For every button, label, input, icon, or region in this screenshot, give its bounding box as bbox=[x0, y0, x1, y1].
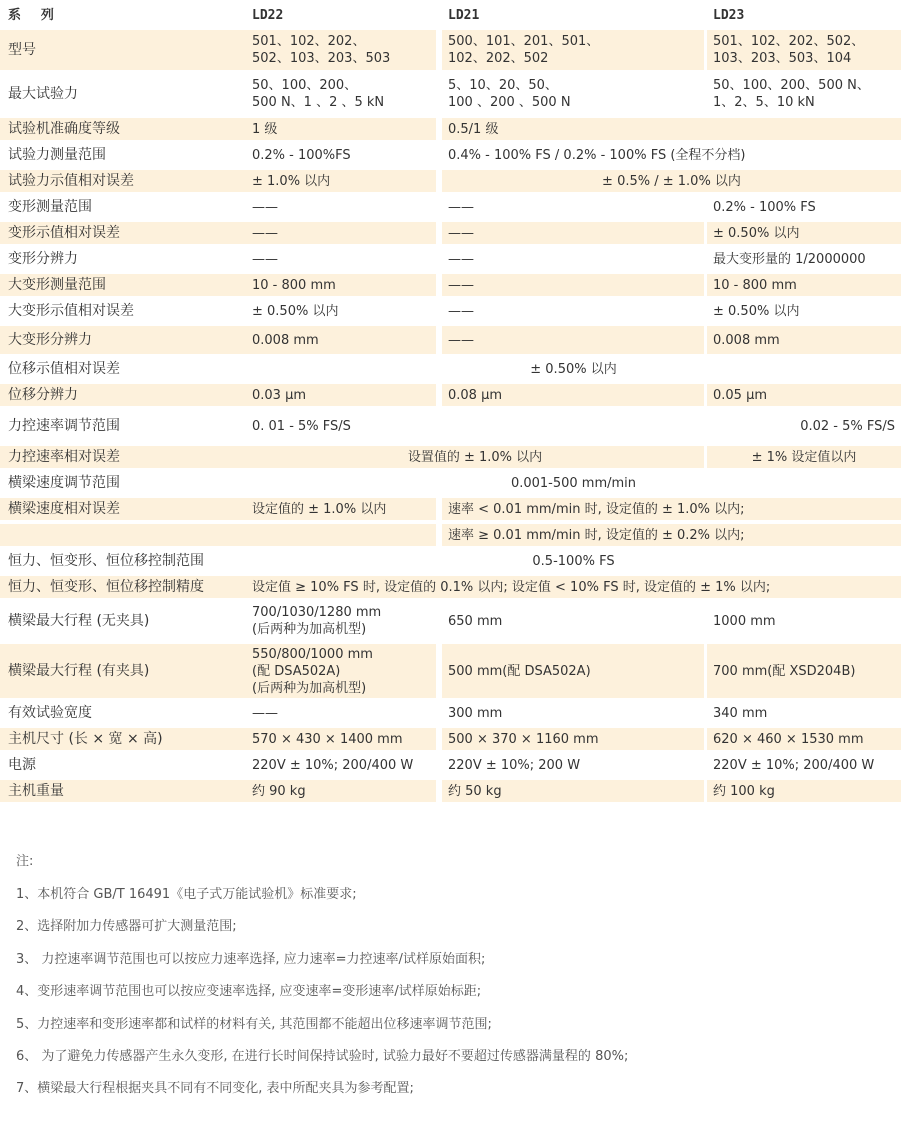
cell-text: 500 mm(配 DSA502A) bbox=[448, 663, 591, 679]
table-cell bbox=[707, 702, 901, 724]
cell-text: 0.008 mm bbox=[252, 332, 319, 348]
table-cell bbox=[442, 248, 704, 270]
cell-text: 1 级 bbox=[252, 121, 278, 137]
table-row bbox=[0, 384, 901, 408]
header-ld21: LD21 bbox=[448, 7, 480, 23]
table-cell bbox=[246, 274, 436, 296]
cell-text: ± 1% 设定值以内 bbox=[751, 449, 857, 465]
cell-text: 5、10、20、50、 bbox=[448, 78, 558, 93]
row-label: 位移分辨力 bbox=[0, 384, 246, 406]
cell-text: 550/800/1000 mm bbox=[252, 646, 373, 662]
table-cell bbox=[246, 498, 436, 520]
cell-text: —— bbox=[252, 251, 278, 267]
cell-text: 设定值 ≥ 10% FS 时, 设定值的 0.1% 以内; 设定值 < 10% FS 时, 设定值的 ± 1% 以内; bbox=[252, 579, 771, 595]
table-cell bbox=[246, 326, 436, 354]
row-label: 有效试验宽度 bbox=[8, 704, 92, 721]
cell-text: 0.5-100% FS bbox=[532, 553, 615, 569]
cell-text: 约 90 kg bbox=[252, 783, 306, 799]
table-row bbox=[0, 602, 901, 642]
table-row bbox=[0, 196, 901, 220]
row-label: 主机重量 bbox=[0, 780, 246, 802]
header-series: 系 列 bbox=[8, 7, 60, 23]
table-cell bbox=[442, 384, 704, 406]
row-label: 恒力、恒变形、恒位移控制精度 bbox=[0, 576, 246, 598]
table-cell bbox=[442, 498, 901, 520]
cell-text: 220V ± 10%; 200 W bbox=[448, 757, 581, 773]
table-cell bbox=[246, 384, 436, 406]
cell-text: —— bbox=[448, 199, 474, 215]
note-item: 1、本机符合 GB/T 16491《电子式万能试验机》标准要求; bbox=[16, 887, 357, 902]
row-label: 变形分辨力 bbox=[8, 250, 78, 267]
table-cell bbox=[442, 118, 901, 140]
cell-text: 50、100、200、 bbox=[252, 78, 358, 93]
table-row bbox=[0, 576, 901, 600]
row-label: 横梁速度相对误差 bbox=[0, 498, 246, 520]
table-cell bbox=[707, 754, 901, 776]
cell-text: 设置值的 ± 1.0% 以内 bbox=[407, 449, 543, 465]
cell-text: 300 mm bbox=[448, 705, 503, 721]
table-cell bbox=[442, 602, 704, 640]
cell-text: 1、2、5、10 kN bbox=[713, 95, 815, 110]
cell-text: 约 100 kg bbox=[713, 783, 775, 799]
table-row bbox=[0, 144, 901, 168]
table-cell bbox=[707, 602, 901, 640]
table-cell bbox=[442, 300, 704, 322]
table-cell bbox=[707, 728, 901, 750]
note-item: 6、 为了避免力传感器产生永久变形, 在进行长时间保持试验时, 试验力最好不要超过传感器满量程的 80%; bbox=[16, 1049, 629, 1064]
cell-text: ± 0.50% 以内 bbox=[713, 303, 800, 319]
cell-text: 700 mm(配 XSD204B) bbox=[713, 663, 856, 679]
notes-title: 注: bbox=[16, 854, 34, 869]
table-cell bbox=[442, 644, 704, 698]
table-row bbox=[0, 118, 901, 142]
note-item: 7、横梁最大行程根据夹具不同有不同变化, 表中所配夹具为参考配置; bbox=[16, 1081, 414, 1096]
row-label: 大变形分辨力 bbox=[0, 326, 246, 354]
cell-text: 220V ± 10%; 200/400 W bbox=[252, 757, 414, 773]
cell-text: 650 mm bbox=[448, 613, 503, 629]
table-cell bbox=[246, 196, 436, 218]
table-row bbox=[0, 326, 901, 356]
cell-text: 1000 mm bbox=[713, 613, 776, 629]
cell-text: 10 - 800 mm bbox=[252, 277, 336, 293]
row-label: 试验力示值相对误差 bbox=[0, 170, 246, 192]
cell-text: 50、100、200、500 N、 bbox=[713, 78, 870, 93]
table-cell bbox=[246, 74, 436, 114]
row-label: 变形示值相对误差 bbox=[0, 222, 246, 244]
table-cell bbox=[442, 780, 704, 802]
cell-text: 0.001-500 mm/min bbox=[510, 475, 637, 491]
cell-text: —— bbox=[448, 303, 474, 319]
header-ld22: LD22 bbox=[252, 7, 284, 23]
table-cell bbox=[246, 170, 436, 192]
table-cell bbox=[246, 410, 704, 442]
table-cell bbox=[246, 602, 436, 640]
cell-text: ± 0.50% 以内 bbox=[713, 225, 800, 241]
row-label: 恒力、恒变形、恒位移控制范围 bbox=[8, 552, 204, 569]
cell-text: 0.008 mm bbox=[713, 332, 780, 348]
header-ld23: LD23 bbox=[713, 7, 745, 23]
table-cell bbox=[246, 222, 436, 244]
cell-text: 0.08 μm bbox=[448, 387, 503, 403]
table-cell bbox=[246, 644, 436, 698]
table-row bbox=[0, 300, 901, 324]
table-cell bbox=[707, 248, 901, 270]
table-cell bbox=[246, 144, 436, 166]
table-cell bbox=[246, 728, 436, 750]
table-cell bbox=[246, 118, 436, 140]
cell-text: —— bbox=[252, 225, 278, 241]
row-label: 大变形示值相对误差 bbox=[8, 302, 134, 319]
table-cell bbox=[442, 196, 704, 218]
table-row bbox=[0, 550, 901, 574]
row-label: 变形测量范围 bbox=[8, 198, 92, 215]
table-cell bbox=[442, 170, 901, 192]
row-label: 电源 bbox=[8, 756, 36, 773]
row-label: 试验机准确度等级 bbox=[0, 118, 246, 140]
table-cell bbox=[707, 384, 901, 406]
table-row bbox=[0, 446, 901, 470]
cell-text: 约 50 kg bbox=[448, 783, 502, 799]
table-row bbox=[0, 702, 901, 726]
cell-text: 0.4% - 100% FS / 0.2% - 100% FS (全程不分档) bbox=[448, 147, 746, 163]
table-cell bbox=[707, 644, 901, 698]
row-label: 横梁最大行程 (无夹具) bbox=[8, 612, 150, 629]
row-label: 试验力测量范围 bbox=[8, 146, 106, 163]
cell-text: ± 1.0% 以内 bbox=[252, 173, 331, 189]
table-cell bbox=[246, 472, 901, 494]
table-header bbox=[0, 4, 901, 28]
table-cell bbox=[246, 446, 704, 468]
row-label: 力控速率相对误差 bbox=[0, 446, 246, 468]
cell-text: 502、103、203、503 bbox=[252, 51, 391, 66]
table-row bbox=[0, 644, 901, 700]
table-cell bbox=[707, 196, 901, 218]
cell-text: —— bbox=[448, 225, 474, 241]
row-label: 最大试验力 bbox=[8, 85, 78, 102]
table-row bbox=[0, 74, 901, 116]
cell-text: 0.05 μm bbox=[713, 387, 768, 403]
table-cell bbox=[246, 550, 901, 572]
row-label bbox=[0, 524, 246, 546]
cell-text: 10 - 800 mm bbox=[713, 277, 797, 293]
cell-text: 570 × 430 × 1400 mm bbox=[252, 731, 403, 747]
cell-text: ± 0.50% 以内 bbox=[252, 303, 339, 319]
table-row bbox=[0, 358, 901, 382]
table-cell bbox=[442, 274, 704, 296]
table-cell bbox=[246, 300, 436, 322]
cell-text: —— bbox=[448, 332, 474, 348]
table-cell bbox=[442, 524, 901, 546]
table-cell bbox=[442, 144, 901, 166]
table-cell bbox=[246, 576, 901, 598]
cell-text: 500 × 370 × 1160 mm bbox=[448, 731, 599, 747]
note-item: 3、 力控速率调节范围也可以按应力速率选择, 应力速率=力控速率/试样原始面积; bbox=[16, 952, 486, 967]
cell-text: (配 DSA502A) bbox=[252, 663, 341, 679]
cell-text: —— bbox=[448, 251, 474, 267]
table-row bbox=[0, 780, 901, 804]
cell-text: 0.5/1 级 bbox=[448, 121, 499, 137]
table-cell bbox=[442, 222, 704, 244]
cell-text: 速率 < 0.01 mm/min 时, 设定值的 ± 1.0% 以内; bbox=[448, 501, 745, 517]
table-cell bbox=[442, 728, 704, 750]
cell-text: —— bbox=[448, 277, 474, 293]
cell-text: 220V ± 10%; 200/400 W bbox=[713, 757, 875, 773]
table-cell bbox=[707, 300, 901, 322]
table-cell bbox=[707, 780, 901, 802]
table-cell bbox=[246, 524, 436, 546]
cell-text: 100 、200 、500 N bbox=[448, 95, 571, 110]
table-row bbox=[0, 222, 901, 246]
table-row bbox=[0, 472, 901, 496]
table-row bbox=[0, 248, 901, 272]
table-cell bbox=[246, 780, 436, 802]
table-cell bbox=[442, 74, 704, 114]
cell-text: 500、101、201、501、 bbox=[448, 34, 600, 49]
cell-text: 501、102、202、502、 bbox=[713, 34, 865, 49]
cell-text: 速率 ≥ 0.01 mm/min 时, 设定值的 ± 0.2% 以内; bbox=[448, 527, 745, 543]
row-label: 大变形测量范围 bbox=[0, 274, 246, 296]
note-item: 4、变形速率调节范围也可以按应变速率选择, 应变速率=变形速率/试样原始标距; bbox=[16, 984, 482, 999]
cell-text: 102、202、502 bbox=[448, 51, 549, 66]
table-cell bbox=[246, 754, 436, 776]
cell-text: 700/1030/1280 mm bbox=[252, 605, 382, 620]
table-cell bbox=[707, 274, 901, 296]
table-row bbox=[0, 30, 901, 72]
table-row bbox=[0, 754, 901, 778]
cell-text: —— bbox=[252, 705, 278, 721]
cell-text: 620 × 460 × 1530 mm bbox=[713, 731, 864, 747]
cell-text: 500 N、1 、2 、5 kN bbox=[252, 95, 385, 110]
table-cell bbox=[246, 702, 436, 724]
row-label: 横梁最大行程 (有夹具) bbox=[0, 644, 246, 698]
row-label: 主机尺寸 (长 × 宽 × 高) bbox=[0, 728, 246, 750]
cell-text: 最大变形量的 1/2000000 bbox=[713, 251, 866, 267]
table-cell bbox=[707, 410, 901, 442]
table-row bbox=[0, 524, 901, 548]
table-cell bbox=[707, 30, 901, 70]
table-row bbox=[0, 170, 901, 194]
note-item: 5、力控速率和变形速率都和试样的材料有关, 其范围都不能超出位移速率调节范围; bbox=[16, 1017, 492, 1032]
cell-text: (后两种为加高机型) bbox=[252, 680, 367, 696]
cell-text: 0. 01 - 5% FS/S bbox=[252, 418, 351, 434]
cell-text: ± 0.50% 以内 bbox=[530, 361, 617, 377]
note-item: 2、选择附加力传感器可扩大测量范围; bbox=[16, 919, 237, 934]
table-row bbox=[0, 498, 901, 522]
cell-text: 0.2% - 100%FS bbox=[252, 147, 351, 163]
table-cell bbox=[246, 30, 436, 70]
cell-text: 0.03 μm bbox=[252, 387, 307, 403]
row-label: 力控速率调节范围 bbox=[8, 417, 120, 434]
cell-text: 设定值的 ± 1.0% 以内 bbox=[252, 501, 387, 517]
table-cell bbox=[442, 702, 704, 724]
table-cell bbox=[442, 30, 704, 70]
cell-text: 340 mm bbox=[713, 705, 768, 721]
table-cell bbox=[442, 326, 704, 354]
table-cell bbox=[707, 446, 901, 468]
table-cell bbox=[707, 326, 901, 354]
cell-text: 0.02 - 5% FS/S bbox=[800, 418, 895, 434]
row-label: 位移示值相对误差 bbox=[8, 360, 120, 377]
cell-text: ± 0.5% / ± 1.0% 以内 bbox=[602, 173, 741, 189]
cell-text: 501、102、202、 bbox=[252, 34, 366, 49]
table-row bbox=[0, 410, 901, 444]
cell-text: —— bbox=[252, 199, 278, 215]
row-label: 横梁速度调节范围 bbox=[8, 474, 120, 491]
table-cell bbox=[246, 358, 901, 380]
table-cell bbox=[707, 74, 901, 114]
cell-text: 103、203、503、104 bbox=[713, 51, 852, 66]
cell-text: 0.2% - 100% FS bbox=[713, 199, 816, 215]
cell-text: (后两种为加高机型) bbox=[252, 622, 367, 637]
row-label: 型号 bbox=[0, 30, 246, 70]
table-cell bbox=[707, 222, 901, 244]
table-cell bbox=[246, 248, 436, 270]
table-row bbox=[0, 274, 901, 298]
table-row bbox=[0, 728, 901, 752]
table-cell bbox=[442, 754, 704, 776]
